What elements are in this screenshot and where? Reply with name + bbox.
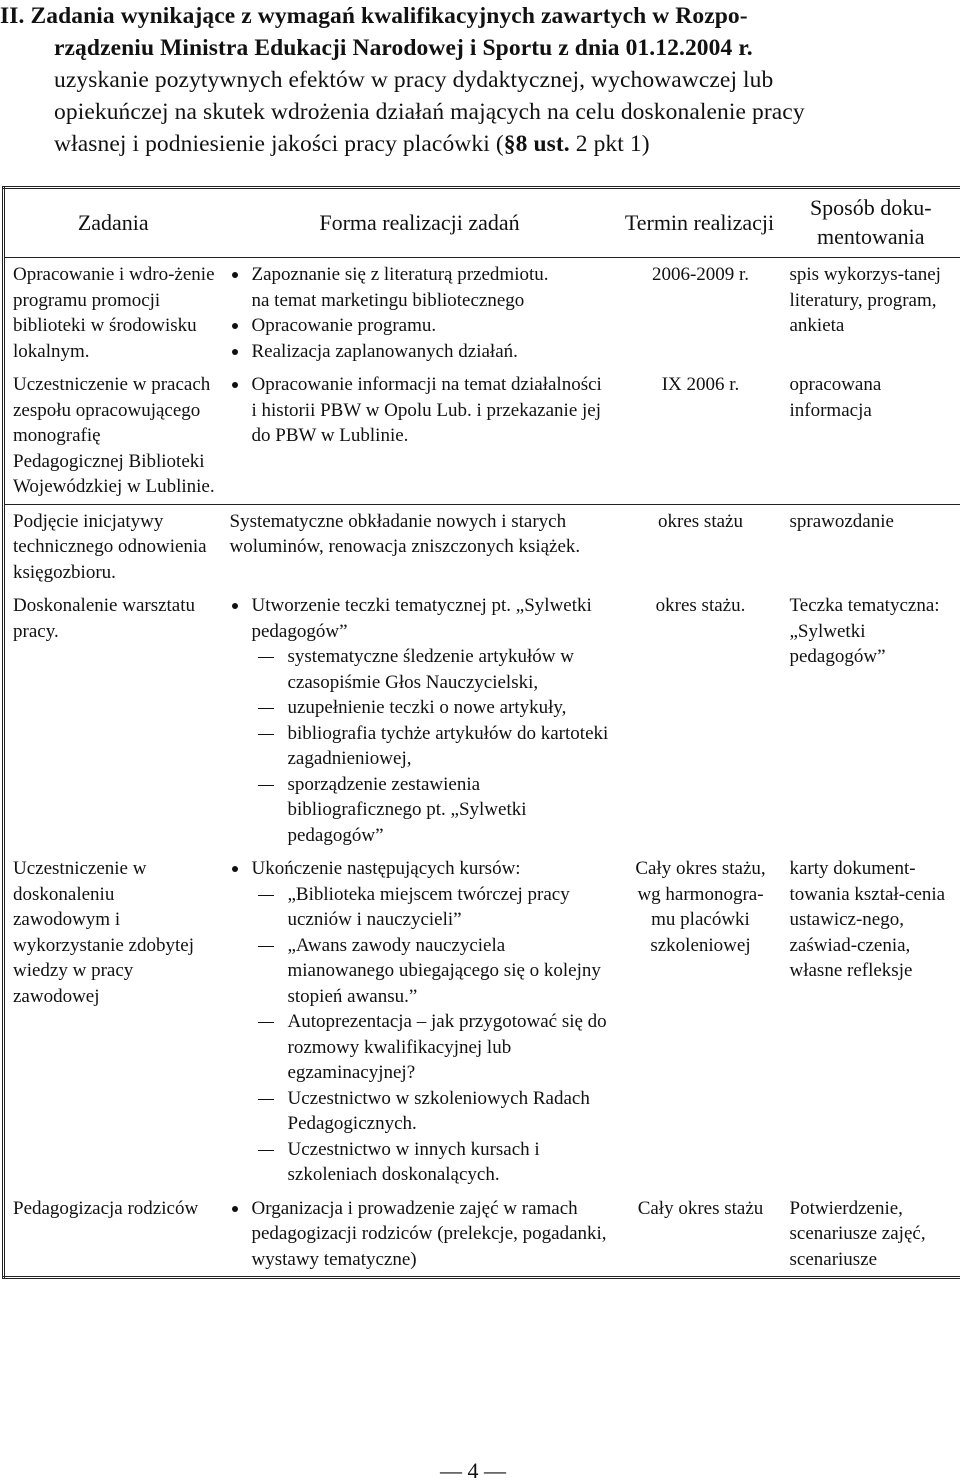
table-row bbox=[4, 1192, 960, 1278]
heading-text: 2 pkt 1) bbox=[570, 131, 650, 157]
sub-list-item: Uczestnictwo w innych kursach i szkoleniach doskonalących. bbox=[288, 1137, 612, 1188]
form-cell: Systematyczne obkładanie nowych i starych woluminów, renowacja zniszczonych książek. bbox=[222, 504, 618, 589]
form-cell bbox=[222, 1192, 618, 1278]
table-row bbox=[4, 852, 960, 1192]
task-cell: Doskonalenie warsztatu pracy. bbox=[4, 589, 222, 852]
sub-list-item: sporządzenie zestawienia bibliograficznego pt. „Sylwetki pedagogów” bbox=[288, 772, 612, 849]
heading-line: II. Zadania wynikające z wymagań kwalifikacyjnych zawartych w Rozpo- bbox=[0, 0, 952, 32]
heading-line: opiekuńczej na skutek wdrożenia działań mających na celu doskonalenie pracy bbox=[0, 96, 952, 128]
list-item: Organizacja i prowadzenie zajęć w ramach pedagogizacji rodziców (prelekcje, pogadanki, wystawy tematyczne) bbox=[252, 1196, 612, 1273]
header-docs: Sposób doku-mentowania bbox=[782, 188, 960, 258]
form-cell bbox=[222, 368, 618, 504]
term-cell: 2006-2009 r. bbox=[618, 258, 782, 369]
task-cell: Pedagogizacja rodziców bbox=[4, 1192, 222, 1278]
list-item: Realizacja zaplanowanych działań. bbox=[252, 339, 612, 365]
heading-text: własnej i podniesienie jakości pracy placówki ( bbox=[54, 131, 504, 157]
sub-list-item: Autoprezentacja – jak przygotować się do rozmowy kwalifikacyjnej lub egzaminacyjnej? bbox=[288, 1009, 612, 1086]
term-cell: okres stażu. bbox=[618, 589, 782, 852]
sub-list-item: Uczestnictwo w szkoleniowych Radach Pedagogicznych. bbox=[288, 1086, 612, 1137]
table-row bbox=[4, 504, 960, 589]
term-cell: Cały okres stażu bbox=[618, 1192, 782, 1278]
heading-line: uzyskanie pozytywnych efektów w pracy dydaktycznej, wychowawczej lub bbox=[0, 64, 952, 96]
term-cell: okres stażu bbox=[618, 504, 782, 589]
form-cell bbox=[222, 589, 618, 852]
list-item bbox=[252, 593, 612, 848]
task-cell: Opracowanie i wdro-żenie programu promocji biblioteki w środowisku lokalnym. bbox=[4, 258, 222, 369]
header-form: Forma realizacji zadań bbox=[222, 188, 618, 258]
form-text: Utworzenie teczki tematycznej pt. „Sylwetki pedagogów” bbox=[252, 595, 592, 642]
sub-list-item: systematyczne śledzenie artykułów w czasopiśmie Głos Nauczycielski, bbox=[288, 644, 612, 695]
heading-line: rządzeniu Ministra Edukacji Narodowej i Sportu z dnia 01.12.2004 r. bbox=[0, 32, 952, 64]
docs-cell: karty dokument-towania kształ-cenia ustawicz-nego, zaświad-czenia, własne refleksje bbox=[782, 852, 960, 1192]
table-header-row bbox=[4, 188, 960, 258]
docs-cell: Teczka tematyczna: „Sylwetki pedagogów” bbox=[782, 589, 960, 852]
form-cell bbox=[222, 852, 618, 1192]
docs-cell: opracowana informacja bbox=[782, 368, 960, 504]
tasks-table bbox=[2, 186, 960, 1279]
table-row bbox=[4, 589, 960, 852]
header-term: Termin realizacji bbox=[618, 188, 782, 258]
term-cell: Cały okres stażu, wg harmonogra-mu placówki szkoleniowej bbox=[618, 852, 782, 1192]
header-tasks: Zadania bbox=[4, 188, 222, 258]
list-item: Opracowanie informacji na temat działalności i historii PBW w Opolu Lub. i przekazanie jej do PBW w Lublinie. bbox=[252, 372, 612, 449]
task-cell: Uczestniczenie w doskonaleniu zawodowym i wykorzystanie zdobytej wiedzy w pracy zawodowej bbox=[4, 852, 222, 1192]
page-number: — 4 — bbox=[440, 1458, 506, 1484]
sub-list-item: „Biblioteka miejscem twórczej pracy uczniów i nauczycieli” bbox=[288, 882, 612, 933]
docs-cell: sprawozdanie bbox=[782, 504, 960, 589]
form-cell bbox=[222, 258, 618, 369]
sub-list-item: bibliografia tychże artykułów do kartoteki zagadnieniowej, bbox=[288, 721, 612, 772]
docs-cell: Potwierdzenie, scenariusze zajęć, scenariusze bbox=[782, 1192, 960, 1278]
task-cell: Podjęcie inicjatywy technicznego odnowienia księgozbioru. bbox=[4, 504, 222, 589]
table-row bbox=[4, 368, 960, 504]
form-text: na temat marketingu bibliotecznego bbox=[252, 290, 525, 311]
list-item bbox=[252, 262, 612, 313]
form-text: Ukończenie następujących kursów: bbox=[252, 858, 521, 879]
sub-list-item: uzupełnienie teczki o nowe artykuły, bbox=[288, 695, 612, 721]
heading-paragraph-ref: §8 ust. bbox=[504, 131, 570, 157]
list-item bbox=[252, 856, 612, 1188]
section-heading bbox=[0, 0, 952, 160]
form-text: Zapoznanie się z literaturą przedmiotu. bbox=[252, 264, 549, 285]
task-cell: Uczestniczenie w pracach zespołu opracowującego monografię Pedagogicznej Biblioteki Wojewódzkiej w Lublinie. bbox=[4, 368, 222, 504]
term-cell: IX 2006 r. bbox=[618, 368, 782, 504]
list-item: Opracowanie programu. bbox=[252, 313, 612, 339]
sub-list-item: „Awans zawody nauczyciela mianowanego ubiegającego się o kolejny stopień awansu.” bbox=[288, 933, 612, 1010]
heading-line bbox=[0, 128, 952, 160]
table-row bbox=[4, 258, 960, 369]
docs-cell: spis wykorzys-tanej literatury, program, ankieta bbox=[782, 258, 960, 369]
